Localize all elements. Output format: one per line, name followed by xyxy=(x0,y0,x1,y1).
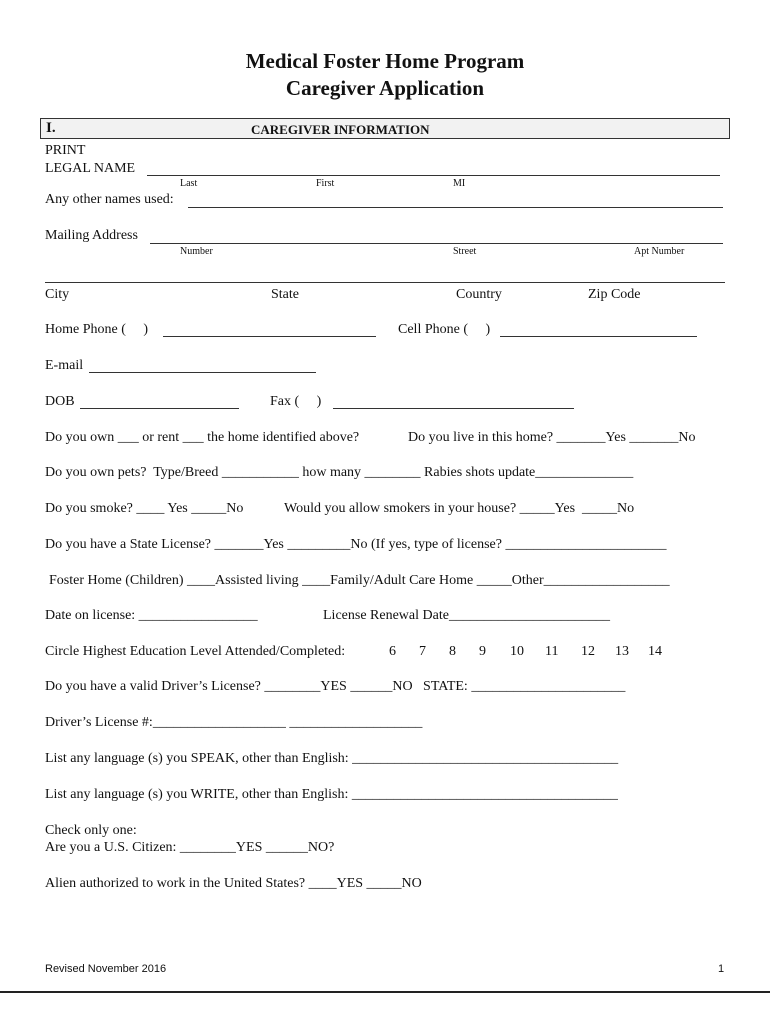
other-names-field[interactable] xyxy=(188,207,723,208)
home-phone-label: Home Phone ( ) xyxy=(45,322,149,337)
live-in-question[interactable]: Do you live in this home? _______Yes _______No xyxy=(408,430,696,445)
other-names-label: Any other names used: xyxy=(45,192,174,207)
legal-name-field[interactable] xyxy=(147,175,720,176)
smokers-question[interactable]: Would you allow smokers in your house? _____Yes _____No xyxy=(284,501,635,516)
education-question: Circle Highest Education Level Attended/Completed: xyxy=(45,644,346,659)
page-number: 1 xyxy=(718,963,725,975)
drivers-license-question[interactable]: Do you have a valid Driver’s License? ________YES ______NO STATE: ______________________ xyxy=(45,679,626,694)
section-title: CAREGIVER INFORMATION xyxy=(251,122,430,137)
city-line-field[interactable] xyxy=(45,282,725,283)
country-label: Country xyxy=(456,287,502,302)
street-caption: Street xyxy=(453,246,477,257)
education-level-14[interactable]: 14 xyxy=(648,644,662,659)
foster-types-question[interactable]: Foster Home (Children) ____Assisted living ____Family/Adult Care Home _____Other__________________ xyxy=(49,573,670,588)
state-label: State xyxy=(271,287,299,302)
fax-label: Fax ( ) xyxy=(270,394,322,409)
education-level-13[interactable]: 13 xyxy=(615,644,629,659)
education-level-9[interactable]: 9 xyxy=(479,644,486,659)
city-label: City xyxy=(45,287,70,302)
dob-label: DOB xyxy=(45,394,75,409)
form-subtitle: Caregiver Application xyxy=(285,76,485,100)
form-title: Medical Foster Home Program xyxy=(245,49,525,73)
education-level-11[interactable]: 11 xyxy=(545,644,559,659)
dob-field[interactable] xyxy=(80,408,239,409)
revised-date: Revised November 2016 xyxy=(45,963,167,975)
smoke-question[interactable]: Do you smoke? ____ Yes _____No xyxy=(45,501,244,516)
dl-number-field[interactable]: Driver’s License #:___________________ ___________________ xyxy=(45,715,423,730)
education-level-7[interactable]: 7 xyxy=(419,644,426,659)
section-header xyxy=(40,118,730,139)
renewal-date-field[interactable]: License Renewal Date_______________________ xyxy=(323,608,610,623)
education-level-8[interactable]: 8 xyxy=(449,644,456,659)
alien-question[interactable]: Alien authorized to work in the United States? ____YES _____NO xyxy=(45,876,422,891)
apt-caption: Apt Number xyxy=(634,246,685,257)
number-caption: Number xyxy=(180,246,213,257)
mi-caption: MI xyxy=(453,178,466,189)
education-level-12[interactable]: 12 xyxy=(581,644,595,659)
education-level-6[interactable]: 6 xyxy=(389,644,396,659)
cell-phone-label: Cell Phone ( ) xyxy=(398,322,491,337)
education-level-10[interactable]: 10 xyxy=(510,644,524,659)
own-rent-question[interactable]: Do you own ___ or rent ___ the home identified above? xyxy=(45,430,360,445)
email-label: E-mail xyxy=(45,358,84,373)
print-label: PRINT xyxy=(45,143,86,158)
home-phone-field[interactable] xyxy=(163,336,376,337)
first-caption: First xyxy=(316,178,335,189)
write-languages-field[interactable]: List any language (s) you WRITE, other than English: ______________________________________ xyxy=(45,787,618,802)
last-caption: Last xyxy=(180,178,198,189)
mailing-address-field[interactable] xyxy=(150,243,723,244)
date-on-license-field[interactable]: Date on license: _________________ xyxy=(45,608,258,623)
legal-name-label: LEGAL NAME xyxy=(45,161,136,176)
speak-languages-field[interactable]: List any language (s) you SPEAK, other than English: ______________________________________ xyxy=(45,751,619,766)
zip-label: Zip Code xyxy=(588,287,641,302)
fax-field[interactable] xyxy=(333,408,574,409)
page-bottom-divider xyxy=(0,991,770,993)
section-number: I. xyxy=(46,120,56,136)
email-field[interactable] xyxy=(89,372,316,373)
cell-phone-field[interactable] xyxy=(500,336,697,337)
check-one-label: Check only one: xyxy=(45,823,137,838)
citizen-question[interactable]: Are you a U.S. Citizen: ________YES ______NO? xyxy=(45,840,335,855)
pets-question[interactable]: Do you own pets? Type/Breed ___________ how many ________ Rabies shots update______________ xyxy=(45,465,634,480)
state-license-question[interactable]: Do you have a State License? _______Yes _________No (If yes, type of license? _______________________ xyxy=(45,537,667,552)
mailing-address-label: Mailing Address xyxy=(45,228,138,243)
